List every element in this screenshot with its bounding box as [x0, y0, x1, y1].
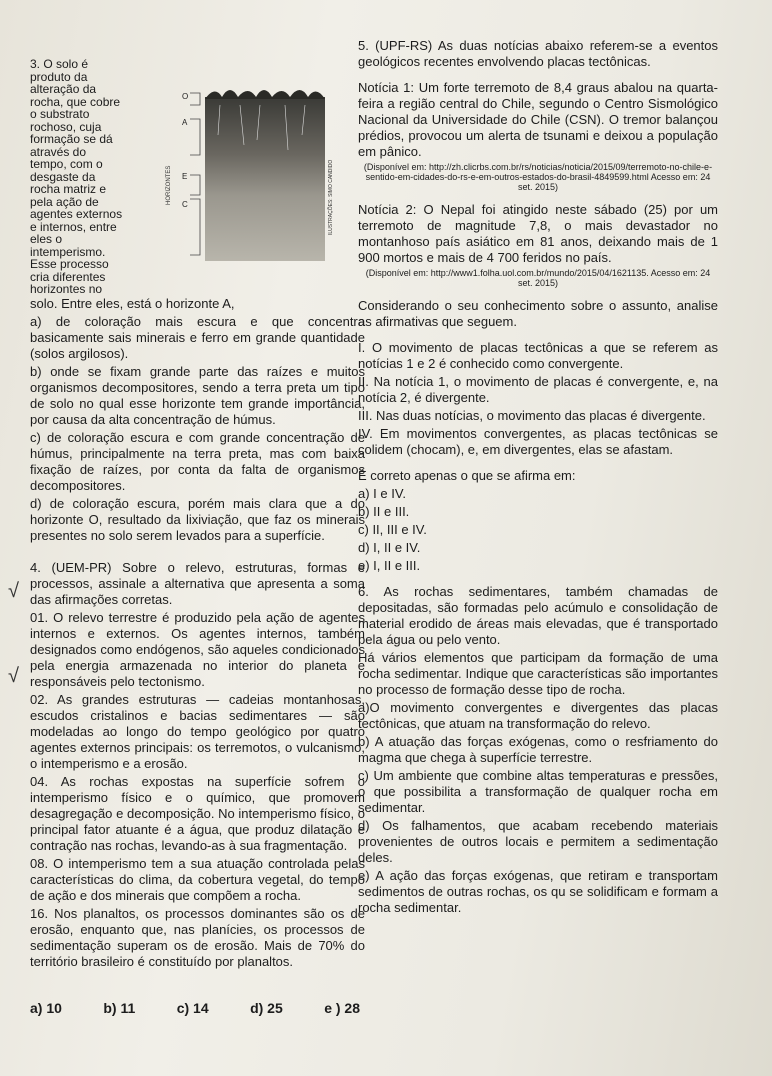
q6-stem-2: Há vários elementos que participam da formação de uma rocha sedimentar. Indique que características são importantes no processo de formação desse tipo de rocha. [358, 650, 718, 697]
q3-intro-tail: solo. Entre eles, está o horizonte A, [30, 295, 235, 311]
figure-side-label: HORIZONTES [166, 165, 172, 205]
q5-news-2: Notícia 2: O Nepal foi atingido neste sábado (25) por um terremoto de magnitude 7,8, o mais devastador no montanhoso país asiático em 81 anos, deixando mais de 1 900 mortos e mais de 4 700 feridos no país. [358, 202, 718, 265]
q5-source-1: (Disponível em: http://zh.clicrbs.com.br/rs/noticias/noticia/2015/09/terremoto-no-chile-e-sentido-em-cidades-do-rs-e-em-outros-estados-do-brasil-4849599.html Acesso em: 24 set. 2015) [363, 162, 713, 192]
q3-line: formação se dá [30, 132, 113, 146]
horizon-markers [190, 93, 200, 255]
q3-line: através do [30, 144, 87, 159]
figure-credit: ILUSTRAÇÕES: SIMO CANDIDO [328, 159, 334, 235]
q3-option-d[interactable]: d) de coloração escura, porém mais clara que a do horizonte O, resultado da lixiviação, que faz os minerais presentes no solo serem levados para a superfície. [30, 495, 365, 543]
q3-option-c[interactable]: c) de coloração escura e com grande concentração de húmus, principalmente na terra preta, mas com baixa fixação de raízes, por conta da falta de organismos decompositores. [30, 429, 365, 493]
q3-line: alteração da [30, 82, 97, 96]
q5-item-3: III. Nas duas notícias, o movimento das placas é divergente. [358, 408, 706, 423]
q4-statement-01: 01. O relevo terrestre é produzido pela ação de agentes internos e externos. Os agentes internos, também designados como endógenos, são aqueles condicionados pela energia armazenada no interior do planeta e responsáveis pelo tectonismo. [30, 609, 365, 689]
q4-statement-16: 16. Nos planaltos, os processos dominantes são os de erosão, enquanto que, nas planícies, os processos de sedimentação superam os de erosão. Mais de 70% do território brasileiro é constituído por planaltos. [30, 905, 365, 969]
q3-line: rocha, que cobre [30, 94, 121, 109]
q3-option-a[interactable]: a) de coloração mais escura e que concentra basicamente sais minerais e ferro em grande quantidade (solos argilosos). [30, 313, 365, 361]
q5-option-b[interactable]: b) II e III. [358, 504, 410, 519]
q4-answer-b[interactable]: b) 11 [103, 1000, 136, 1016]
q4-answers [30, 1000, 360, 1016]
q3-line: intemperismo. [30, 244, 106, 259]
q6-option-c[interactable]: c) Um ambiente que combine altas temperaturas e pressões, o que possibilita a transformação de qualquer rocha em sedimentar. [358, 768, 718, 815]
soil-profile-illustration [160, 85, 335, 263]
q3-line: cria diferentes [30, 269, 106, 284]
horizon-label-c: C [182, 200, 188, 209]
q3-line: desgaste da [30, 169, 96, 184]
vegetation [205, 90, 325, 99]
q4-statement-04: 04. As rochas expostas na superfície sofrem o intemperismo físico e o químico, que promovem desagregação e decomposição. No intemperismo físico, o principal fator atuante é a água, que produz dilatação e contração nas rochas, levando-as à sua fragmentação. [30, 773, 365, 853]
q3-line: agentes externos [30, 207, 123, 221]
q6-option-b[interactable]: b) A atuação das forças exógenas, como o resfriamento do magma que chega à superfície terrestre. [358, 734, 718, 765]
q5-ask: É correto apenas o que se afirma em: [358, 468, 576, 483]
handwritten-check: √ [8, 665, 19, 687]
soil-column [205, 97, 325, 261]
q6-option-e[interactable]: e) A ação das forças exógenas, que retiram e transportam sedimentos de outras rochas, os qu se solidificam e formam a rocha sedimentar. [358, 868, 718, 915]
q6-option-d[interactable]: d) Os falhamentos, que acabam recebendo materiais provenientes de outros locais e permitem a sedimentação deles. [358, 818, 718, 865]
q5-prompt: Considerando o seu conhecimento sobre o assunto, analise as afirmativas que seguem. [358, 298, 718, 329]
q3-line: e internos, entre [30, 219, 117, 234]
q3-line: Esse processo [30, 257, 109, 271]
q5-item-4: IV. Em movimentos convergentes, as placas tectônicas se colidem (chocam), e, em divergentes, elas se afastam. [358, 426, 718, 457]
q3-line: tempo, com o [30, 157, 103, 171]
q3-line: 3. O solo é [30, 57, 89, 71]
q5-news-1: Notícia 1: Um forte terremoto de 8,4 graus abalou na quarta-feira a região central do Chile, segundo o Centro Sismológico Nacional da Universidade do Chile (CSN). O tremor balançou prédios, provocou um alerta de tsunami e deixou a população em pânico. [358, 80, 718, 159]
handwritten-check: √ [8, 580, 19, 602]
q4-answer-e[interactable]: e ) 28 [324, 1000, 360, 1016]
q4-answer-d[interactable]: d) 25 [250, 1000, 283, 1016]
q4-statement-02: 02. As grandes estruturas — cadeias montanhosas, escudos cristalinos e bacias sedimentares — são modeladas ao longo do tempo geológico por quatro agentes externos principais: os terremotos, o vulcanismo, o intemperismo e a erosão. [30, 691, 365, 771]
q5-item-1: I. O movimento de placas tectônicas a que se referem as notícias 1 e 2 é conhecido como convergente. [358, 340, 718, 371]
q3-line: rocha matriz e [30, 182, 107, 196]
q3-line: pela ação de [30, 194, 99, 209]
q3-line: o substrato [30, 107, 90, 121]
q5-item-2: II. Na notícia 1, o movimento de placas é convergente, e, na notícia 2, é divergente. [358, 374, 718, 405]
q4-answer-a[interactable]: a) 10 [30, 1000, 62, 1016]
q5-option-e[interactable]: e) I, II e III. [358, 558, 421, 573]
q4-statement-08: 08. O intemperismo tem a sua atuação controlada pelas características do clima, da cobertura vegetal, do tempo de ação e dos minerais que compõem a rocha. [30, 855, 365, 903]
horizon-label-a: A [182, 118, 188, 127]
q6-stem: 6. As rochas sedimentares, também chamadas de depositadas, são formadas pelo acúmulo e consolidação de material erodido de áreas mais elevadas, que é transportado pela água ou pelo vento. [358, 584, 718, 647]
q4-answer-c[interactable]: c) 14 [176, 1000, 209, 1016]
q3-intro [30, 58, 160, 296]
horizon-label-e: E [182, 172, 188, 181]
q6-option-a[interactable]: a)O movimento convergentes e divergentes das placas tectônicas, que atuam na transformação do relevo. [358, 700, 718, 731]
q5-option-c[interactable]: c) II, III e IV. [358, 522, 427, 537]
horizon-label-o: O [182, 92, 189, 101]
right-column [358, 38, 718, 918]
q5-stem: 5. (UPF-RS) As duas notícias abaixo referem-se a eventos geológicos recentes envolvendo placas tectônicas. [358, 38, 718, 69]
q4-stem: 4. (UEM-PR) Sobre o relevo, estruturas, formas e processos, assinale a alternativa que apresenta a soma das afirmações corretas. [30, 559, 365, 607]
q5-option-a[interactable]: a) I e IV. [358, 486, 406, 501]
q5-source-2: (Disponível em: http://www1.folha.uol.com.br/mundo/2015/04/1621135. Acesso em: 24 set. 2015) [365, 268, 711, 288]
q3-line: rochoso, cuja [30, 119, 102, 134]
q5-option-d[interactable]: d) I, II e IV. [358, 540, 421, 555]
q3-line: produto da [30, 69, 88, 84]
q3-line: eles o [30, 232, 63, 246]
q3-option-b[interactable]: b) onde se fixam grande parte das raízes e muitos organismos decompositores, sendo a terra preta um tipo de solo no qual esse horizonte tem grande importância, por causa da alta concentração de húmus. [30, 363, 365, 427]
soil-horizons-figure [160, 85, 335, 263]
q3-line: horizontes no [30, 282, 103, 296]
